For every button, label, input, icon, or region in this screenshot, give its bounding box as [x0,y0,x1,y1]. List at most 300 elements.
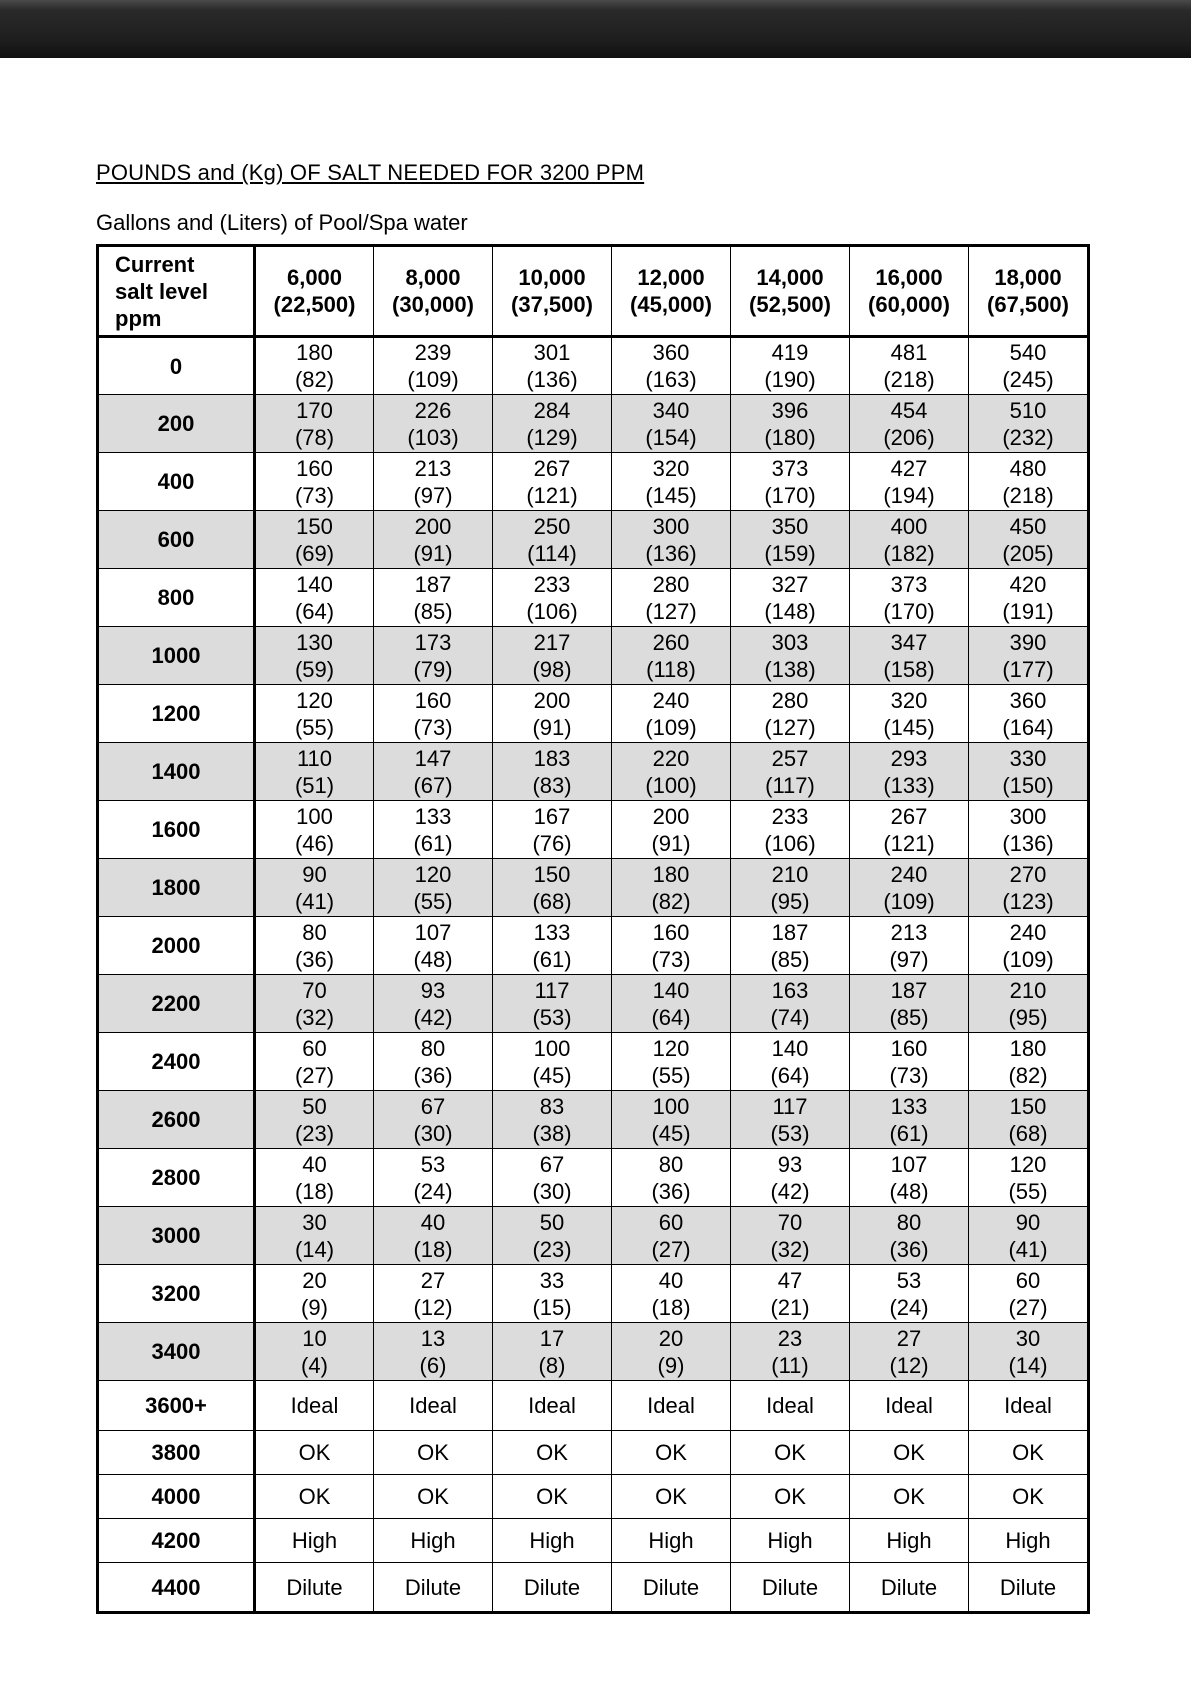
kg-value: (14) [1008,1352,1048,1378]
column-liters: (67,500) [987,292,1069,317]
salt-amount-cell [374,975,493,1033]
kg-value: (164) [1002,714,1054,740]
status-cell: OK [255,1475,374,1519]
corner-header [98,246,255,337]
salt-amount-cell [731,1149,850,1207]
pounds-value: 163 [771,977,809,1003]
kg-value: (95) [770,888,810,914]
salt-amount-cell [255,975,374,1033]
salt-amount-cell [612,1207,731,1265]
pounds-value: 350 [771,513,809,539]
salt-amount-cell [255,917,374,975]
salt-amount-cell [374,1323,493,1381]
pounds-value: 40 [658,1267,684,1293]
salt-amount-cell [850,1323,969,1381]
table-row [98,511,1089,569]
pounds-value: 226 [414,397,452,423]
salt-amount-cell [850,1207,969,1265]
salt-amount-cell [255,859,374,917]
salt-amount-cell [850,743,969,801]
kg-value: (109) [883,888,935,914]
status-cell: OK [731,1431,850,1475]
kg-value: (36) [294,946,335,972]
kg-value: (190) [764,367,816,392]
salt-amount-cell [731,1091,850,1149]
pounds-value: 140 [296,571,333,597]
pounds-value: 301 [533,340,571,365]
salt-amount-cell [850,569,969,627]
pounds-value: 120 [296,687,333,713]
kg-value: (32) [294,1004,335,1030]
salt-level-cell: 400 [98,453,255,511]
salt-amount-cell [850,337,969,395]
salt-amount-cell [731,917,850,975]
status-cell: Ideal [493,1381,612,1431]
pounds-value: 140 [652,977,690,1003]
salt-level-cell: 600 [98,511,255,569]
kg-value: (98) [532,656,572,682]
salt-amount-cell [493,859,612,917]
pounds-value: 347 [890,629,928,655]
pounds-value: 239 [414,340,452,365]
kg-value: (12) [413,1294,453,1320]
kg-value: (109) [1002,946,1054,972]
kg-value: (67) [413,772,453,798]
pounds-value: 257 [771,745,809,771]
kg-value: (61) [413,830,453,856]
salt-amount-cell [374,801,493,859]
salt-amount-cell [255,685,374,743]
salt-amount-cell [612,569,731,627]
column-header [731,246,850,337]
pounds-value: 200 [533,687,571,713]
salt-amount-cell [969,627,1089,685]
pounds-value: 160 [652,919,690,945]
pounds-value: 47 [777,1267,803,1293]
kg-value: (129) [526,424,578,450]
salt-amount-cell [374,743,493,801]
table-row [98,1033,1089,1091]
status-cell: Ideal [731,1381,850,1431]
salt-amount-cell [255,337,374,395]
kg-value: (21) [770,1294,810,1320]
table-row [98,1323,1089,1381]
kg-value: (91) [532,714,572,740]
pounds-value: 27 [420,1267,446,1293]
kg-value: (73) [889,1062,929,1088]
kg-value: (103) [407,424,459,450]
salt-level-cell: 3400 [98,1323,255,1381]
status-cell: Dilute [255,1563,374,1613]
pounds-value: 240 [1009,919,1047,945]
corner-label-line: ppm [115,305,162,331]
pounds-value: 50 [539,1209,565,1235]
status-cell: High [374,1519,493,1563]
status-cell: Dilute [493,1563,612,1613]
pounds-value: 80 [420,1035,446,1061]
kg-value: (64) [651,1004,691,1030]
kg-value: (55) [294,714,335,740]
salt-amount-cell [969,453,1089,511]
column-liters: (30,000) [392,292,474,317]
salt-amount-cell [731,1033,850,1091]
salt-level-cell: 2200 [98,975,255,1033]
kg-value: (91) [651,830,691,856]
kg-value: (14) [294,1236,335,1262]
kg-value: (100) [645,772,697,798]
kg-value: (45) [651,1120,691,1146]
salt-amount-cell [969,1091,1089,1149]
salt-amount-cell [374,627,493,685]
salt-amount-cell [850,395,969,453]
pounds-value: 180 [652,861,690,887]
salt-amount-cell [612,337,731,395]
salt-level-cell: 1600 [98,801,255,859]
pounds-value: 117 [534,977,570,1003]
kg-value: (12) [889,1352,929,1378]
salt-amount-cell [969,685,1089,743]
kg-value: (97) [413,482,453,508]
table-subtitle: Gallons and (Liters) of Pool/Spa water [96,210,468,235]
kg-value: (79) [413,656,453,682]
salt-amount-cell [493,395,612,453]
kg-value: (55) [1008,1178,1048,1204]
kg-value: (121) [883,830,935,856]
salt-amount-cell [969,511,1089,569]
status-cell: Dilute [731,1563,850,1613]
kg-value: (182) [883,540,935,566]
pounds-value: 83 [539,1093,565,1119]
kg-value: (41) [294,888,335,914]
pounds-value: 100 [533,1035,571,1061]
kg-value: (46) [294,830,335,856]
kg-value: (150) [1002,772,1054,798]
column-liters: (52,500) [749,292,831,317]
kg-value: (30) [532,1178,572,1204]
pounds-value: 70 [302,977,327,1003]
kg-value: (218) [1002,482,1054,508]
salt-amount-cell [374,453,493,511]
pounds-value: 183 [533,745,571,771]
pounds-value: 90 [302,861,327,887]
pounds-value: 13 [420,1325,446,1351]
pounds-value: 300 [1009,803,1047,829]
table-row [98,859,1089,917]
table-row [98,1265,1089,1323]
kg-value: (27) [294,1062,335,1088]
top-bar [0,0,1191,58]
pounds-value: 70 [777,1209,803,1235]
salt-amount-cell [374,1207,493,1265]
table-row [98,685,1089,743]
status-cell: OK [374,1475,493,1519]
pounds-value: 240 [890,861,928,887]
kg-value: (61) [889,1120,929,1146]
status-cell: High [969,1519,1089,1563]
pounds-value: 427 [890,455,928,481]
salt-amount-cell [731,337,850,395]
pounds-value: 133 [890,1093,928,1119]
kg-value: (170) [764,482,816,508]
kg-value: (11) [771,1352,809,1378]
salt-amount-cell [374,395,493,453]
kg-value: (232) [1002,424,1054,450]
pounds-value: 419 [771,340,809,365]
pounds-value: 170 [296,397,333,423]
pounds-value: 320 [890,687,928,713]
status-cell: High [493,1519,612,1563]
salt-amount-cell [493,1323,612,1381]
pounds-value: 293 [890,745,928,771]
kg-value: (42) [770,1178,810,1204]
salt-amount-cell [850,975,969,1033]
pounds-value: 373 [890,571,928,597]
salt-amount-cell [850,1091,969,1149]
salt-amount-cell [612,1091,731,1149]
kg-value: (64) [294,598,335,624]
salt-amount-cell [612,1323,731,1381]
salt-amount-cell [850,685,969,743]
salt-amount-cell [850,1149,969,1207]
kg-value: (48) [889,1178,929,1204]
corner-label-line: Current [115,251,195,277]
salt-amount-cell [493,743,612,801]
pounds-value: 107 [414,919,452,945]
pounds-value: 267 [533,455,571,481]
table-row [98,1149,1089,1207]
kg-value: (177) [1002,656,1054,682]
salt-amount-cell [969,337,1089,395]
column-header [255,246,374,337]
salt-amount-cell [612,395,731,453]
column-liters: (22,500) [273,292,356,317]
pounds-value: 240 [652,687,690,713]
salt-amount-cell [255,1323,374,1381]
kg-value: (36) [889,1236,929,1262]
salt-amount-cell [731,453,850,511]
salt-amount-cell [612,685,731,743]
column-gallons: 8,000 [405,265,461,290]
kg-value: (76) [532,830,572,856]
pounds-value: 93 [777,1151,803,1177]
salt-level-cell: 0 [98,337,255,395]
column-header [850,246,969,337]
salt-level-cell: 2400 [98,1033,255,1091]
table-row [98,337,1089,395]
pounds-value: 27 [896,1325,922,1351]
pounds-value: 120 [414,861,452,887]
pounds-value: 180 [1009,1035,1047,1061]
salt-amount-cell [493,569,612,627]
salt-amount-cell [731,859,850,917]
kg-value: (136) [526,367,578,392]
kg-value: (27) [651,1236,691,1262]
salt-amount-cell [374,1033,493,1091]
salt-level-cell: 4000 [98,1475,255,1519]
salt-amount-cell [374,511,493,569]
salt-level-cell: 3000 [98,1207,255,1265]
pounds-value: 120 [1009,1151,1047,1177]
pounds-value: 130 [296,629,333,655]
status-cell: High [731,1519,850,1563]
pounds-value: 280 [652,571,690,597]
salt-amount-cell [255,627,374,685]
kg-value: (41) [1008,1236,1048,1262]
salt-amount-cell [255,801,374,859]
pounds-value: 360 [1009,687,1047,713]
salt-amount-cell [969,975,1089,1033]
pounds-value: 284 [533,397,571,423]
salt-level-cell: 4400 [98,1563,255,1613]
pounds-value: 60 [658,1209,684,1235]
salt-amount-cell [969,801,1089,859]
pounds-value: 160 [296,455,333,481]
pounds-value: 267 [890,803,928,829]
salt-amount-cell [255,511,374,569]
salt-amount-cell [374,569,493,627]
salt-amount-cell [850,859,969,917]
salt-amount-cell [850,511,969,569]
salt-amount-cell [493,511,612,569]
kg-value: (32) [770,1236,810,1262]
salt-amount-cell [731,743,850,801]
salt-amount-cell [493,685,612,743]
pounds-value: 360 [652,340,690,365]
kg-value: (163) [645,367,697,392]
kg-value: (53) [532,1004,572,1030]
table-row [98,627,1089,685]
salt-amount-cell [493,975,612,1033]
pounds-value: 40 [420,1209,446,1235]
salt-amount-cell [850,917,969,975]
kg-value: (36) [413,1062,453,1088]
column-gallons: 10,000 [518,265,586,290]
pounds-value: 327 [771,571,809,597]
table-row [98,453,1089,511]
header-row [98,246,1089,337]
kg-value: (82) [651,888,691,914]
salt-amount-cell [612,859,731,917]
pounds-value: 67 [420,1093,446,1119]
pounds-value: 133 [414,803,452,829]
salt-amount-cell [850,627,969,685]
kg-value: (82) [294,367,335,392]
pounds-value: 147 [414,745,452,771]
kg-value: (106) [526,598,578,624]
table-row [98,975,1089,1033]
kg-value: (4) [301,1352,328,1378]
salt-amount-cell [493,801,612,859]
status-cell: High [850,1519,969,1563]
salt-amount-cell [731,1265,850,1323]
kg-value: (145) [645,482,697,508]
pounds-value: 40 [302,1151,327,1177]
kg-value: (133) [883,772,935,798]
salt-amount-cell [969,1323,1089,1381]
column-gallons: 12,000 [637,265,705,290]
pounds-value: 110 [296,745,333,771]
status-cell: OK [969,1431,1089,1475]
kg-value: (136) [645,540,697,566]
salt-amount-cell [493,453,612,511]
kg-value: (9) [301,1294,328,1320]
column-header [493,246,612,337]
pounds-value: 100 [652,1093,690,1119]
salt-level-cell: 2800 [98,1149,255,1207]
pounds-value: 160 [414,687,452,713]
kg-value: (69) [294,540,335,566]
salt-amount-cell [731,395,850,453]
pounds-value: 140 [771,1035,809,1061]
kg-value: (18) [651,1294,691,1320]
pounds-value: 150 [1009,1093,1047,1119]
table-row [98,917,1089,975]
salt-amount-cell [612,743,731,801]
column-gallons: 6,000 [286,265,343,290]
pounds-value: 340 [652,397,690,423]
kg-value: (73) [651,946,691,972]
pounds-value: 510 [1009,397,1047,423]
pounds-value: 220 [652,745,690,771]
pounds-value: 454 [890,397,928,423]
pounds-value: 481 [890,340,928,365]
salt-amount-cell [493,337,612,395]
salt-amount-cell [969,743,1089,801]
kg-value: (55) [413,888,453,914]
pounds-value: 187 [771,919,809,945]
pounds-value: 200 [652,803,690,829]
status-cell: OK [850,1475,969,1519]
table-row [98,743,1089,801]
kg-value: (8) [538,1352,566,1378]
table-row [98,1381,1089,1431]
salt-amount-cell [969,569,1089,627]
kg-value: (170) [883,598,935,624]
kg-value: (85) [889,1004,929,1030]
status-cell: OK [850,1431,969,1475]
pounds-value: 540 [1009,340,1047,365]
status-cell: OK [612,1475,731,1519]
salt-amount-cell [969,859,1089,917]
column-liters: (45,000) [630,292,712,317]
salt-amount-cell [374,685,493,743]
salt-amount-cell [731,511,850,569]
kg-value: (109) [645,714,697,740]
salt-amount-cell [731,569,850,627]
salt-amount-cell [969,1033,1089,1091]
salt-amount-cell [493,627,612,685]
status-cell: OK [374,1431,493,1475]
pounds-value: 20 [302,1267,327,1293]
pounds-value: 217 [533,629,571,655]
salt-amount-cell [255,1149,374,1207]
kg-value: (83) [532,772,572,798]
salt-amount-cell [255,743,374,801]
pounds-value: 213 [414,455,452,481]
pounds-value: 60 [1015,1267,1041,1293]
salt-amount-cell [374,337,493,395]
table-row [98,1091,1089,1149]
salt-amount-cell [612,975,731,1033]
status-cell: High [612,1519,731,1563]
pounds-value: 400 [890,513,928,539]
pounds-value: 150 [533,861,571,887]
pounds-value: 120 [652,1035,690,1061]
salt-amount-cell [612,917,731,975]
pounds-value: 396 [771,397,809,423]
kg-value: (24) [413,1178,453,1204]
status-cell: Ideal [850,1381,969,1431]
